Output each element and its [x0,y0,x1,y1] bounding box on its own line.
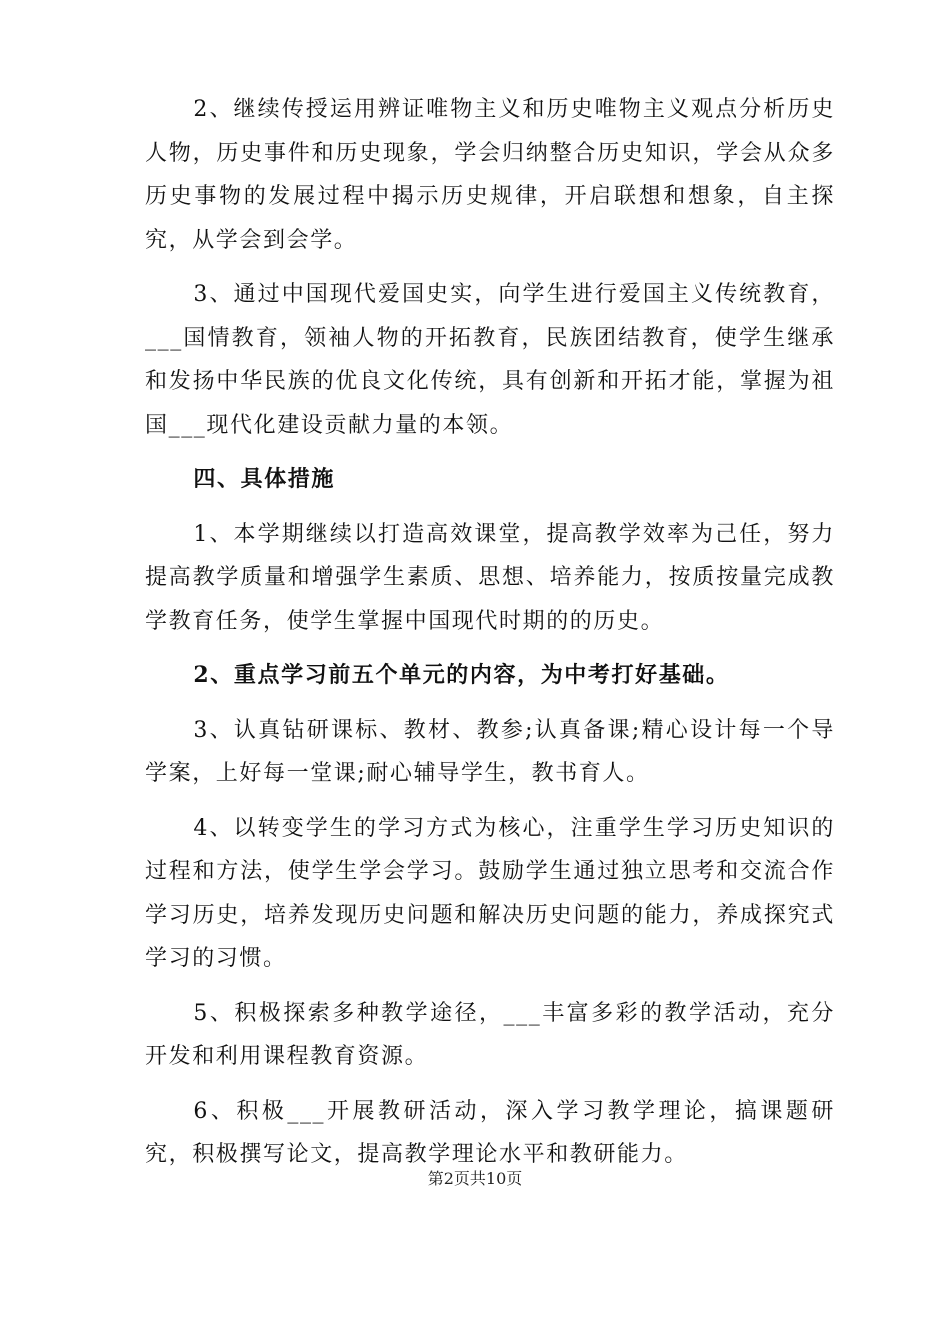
paragraph-measure-6: 6、积极___开展教研活动，深入学习教学理论，搞课题研究，积极撰写论文，提高教学理论水平和教研能力。 [145,1098,835,1167]
paragraph-measure-4: 4、以转变学生的学习方式为核心，注重学生学习历史知识的过程和方法，使学生学会学习。鼓励学生通过独立思考和交流合作学习历史，培养发现历史问题和解决历史问题的能力，养成探究式学习的习惯。 [145,815,835,971]
paragraph-measure-5: 5、积极探索多种教学途径，___丰富多彩的教学活动，充分开发和利用课程教育资源。 [145,1000,835,1069]
paragraph-measure-3: 3、认真钻研课标、教材、教参;认真备课;精心设计每一个导学案，上好每一堂课;耐心辅导学生，教书育人。 [145,717,835,786]
page-number-footer: 第2页共10页 [427,1169,523,1188]
section-heading-measures: 四、具体措施 [193,466,335,492]
paragraph-measure-2: 2、重点学习前五个单元的内容，为中考打好基础。 [193,662,730,688]
document-body [145,88,835,1188]
paragraph-objective-3: 3、通过中国现代爱国史实，向学生进行爱国主义传统教育，___国情教育，领袖人物的开拓教育，民族团结教育，使学生继承和发扬中华民族的优良文化传统，具有创新和开拓才能，掌握为祖国___现代化建设贡献力量的本领。 [145,282,835,438]
paragraph-measure-1: 1、本学期继续以打造高效课堂，提高教学效率为己任，努力提高教学质量和增强学生素质、思想、培养能力，按质按量完成教学教育任务，使学生掌握中国现代时期的的历史。 [145,521,835,634]
paragraph-objective-2: 2、继续传授运用辨证唯物主义和历史唯物主义观点分析历史人物，历史事件和历史现象，学会归纳整合历史知识，学会从众多历史事物的发展过程中揭示历史规律，开启联想和想象，自主探究，从学会到会学。 [145,97,835,253]
